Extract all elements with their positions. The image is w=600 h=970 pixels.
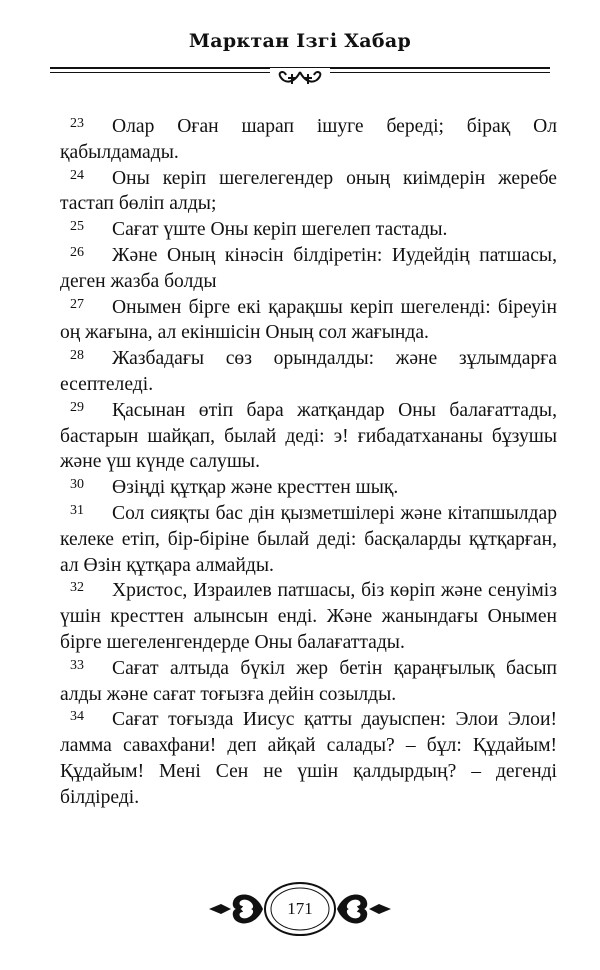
verse-text: Оны керіп шегелегендер оның киімдерін жеребе тастап бөліп алды; bbox=[60, 167, 557, 215]
scripture-body bbox=[60, 114, 557, 811]
verse: 25 Сағат үште Оны керіп шегелеп тастады. bbox=[70, 219, 448, 241]
verse: 28 Жазбадағы сөз орындалды: және зұлымдарға есептеледі. bbox=[60, 348, 557, 395]
verse-text: Сағат алтыда бүкіл жер бетін қараңғылық басып алды және сағат тоғызға дейін созылды. bbox=[60, 657, 557, 705]
verse: 23 Олар Оған шарап ішуге береді; бірақ Ол қабылдамады. bbox=[60, 116, 557, 163]
verse-text: Сағат тоғызда Иисус қатты дауыспен: Элои Элои! ламма савахфани! деп айқай салады? – бұл: Құдайым! Құдайым! Мені Сен не үшін қалдырдың? – дегенді білдіреді. bbox=[60, 709, 557, 808]
verse-text: Және Оның кінәсін білдіретін: Иудейдің патшасы, деген жазба болды bbox=[60, 244, 557, 292]
verse-text: Қасынан өтіп бара жатқандар Оны балағаттады, бастарын шайқап, былай деді: э! ғибадатхананы бұзушы және үш күнде салушы. bbox=[60, 399, 557, 473]
verse-text: Олар Оған шарап ішуге береді; бірақ Ол қабылдамады. bbox=[60, 116, 557, 163]
verse-text: Сағат үште Оны керіп шегелеп тастады. bbox=[112, 219, 448, 241]
verse: 33 Сағат алтыда бүкіл жер бетін қараңғылық басып алды және сағат тоғызға дейін созылды. bbox=[60, 657, 557, 705]
verse: 32 Христос, Израилев патшасы, біз көріп және сенуіміз үшін кресттен алынсын енді. Және жанындағы Онымен бірге шегеленгендерде Оны балағаттады. bbox=[60, 580, 557, 653]
running-header-title: Марктан Ізгі Хабар bbox=[188, 30, 412, 52]
verse: 27 Онымен бірге екі қарақшы керіп шегеленді: біреуін оң жағына, ал екіншісін Оның сол жағында. bbox=[60, 296, 557, 344]
verse: 31 Сол сияқты бас дін қызметшілері және кітапшылдар келеке етіп, бір-біріне былай деді: басқаларды құтқарған, ал Өзін құтқара алмайды. bbox=[60, 502, 557, 576]
verse-text: Онымен бірге екі қарақшы керіп шегеленді: біреуін оң жағына, ал екіншісін Оның сол жағында. bbox=[60, 296, 557, 344]
verse: 24 Оны керіп шегелегендер оның киімдерін жеребе тастап бөліп алды; bbox=[60, 167, 557, 215]
verse: 26 Және Оның кінәсін білдіретін: Иудейдің патшасы, деген жазба болды bbox=[60, 244, 557, 292]
verse: 34 Сағат тоғызда Иисус қатты дауыспен: Элои Элои! ламма савахфани! деп айқай салады? – бұл: Құдайым! Құдайым! Мені Сен не үшін қалдырдың? – дегенді білдіреді. bbox=[60, 709, 557, 808]
page-number: 171 bbox=[287, 899, 313, 918]
verse-text: Христос, Израилев патшасы, біз көріп және сенуіміз үшін кресттен алынсын енді. Және жанындағы Онымен бірге шегеленгендерде Оны балағаттады. bbox=[60, 580, 557, 653]
verse-text: Сол сияқты бас дін қызметшілері және кітапшылдар келеке етіп, бір-біріне былай деді: басқаларды құтқарған, ал Өзін құтқара алмайды. bbox=[60, 502, 557, 576]
header-ornament-icon bbox=[270, 68, 330, 88]
verse: 29 Қасынан өтіп бара жатқандар Оны балағаттады, бастарын шайқап, былай деді: э! ғибадатхананы бұзушы және үш күнде салушы. bbox=[60, 399, 557, 473]
verse: 30 Өзіңді құтқар және кресттен шық. bbox=[70, 477, 399, 499]
verse-text: Жазбадағы сөз орындалды: және зұлымдарға есептеледі. bbox=[60, 348, 557, 395]
verse-text: Өзіңді құтқар және кресттен шық. bbox=[112, 477, 399, 499]
